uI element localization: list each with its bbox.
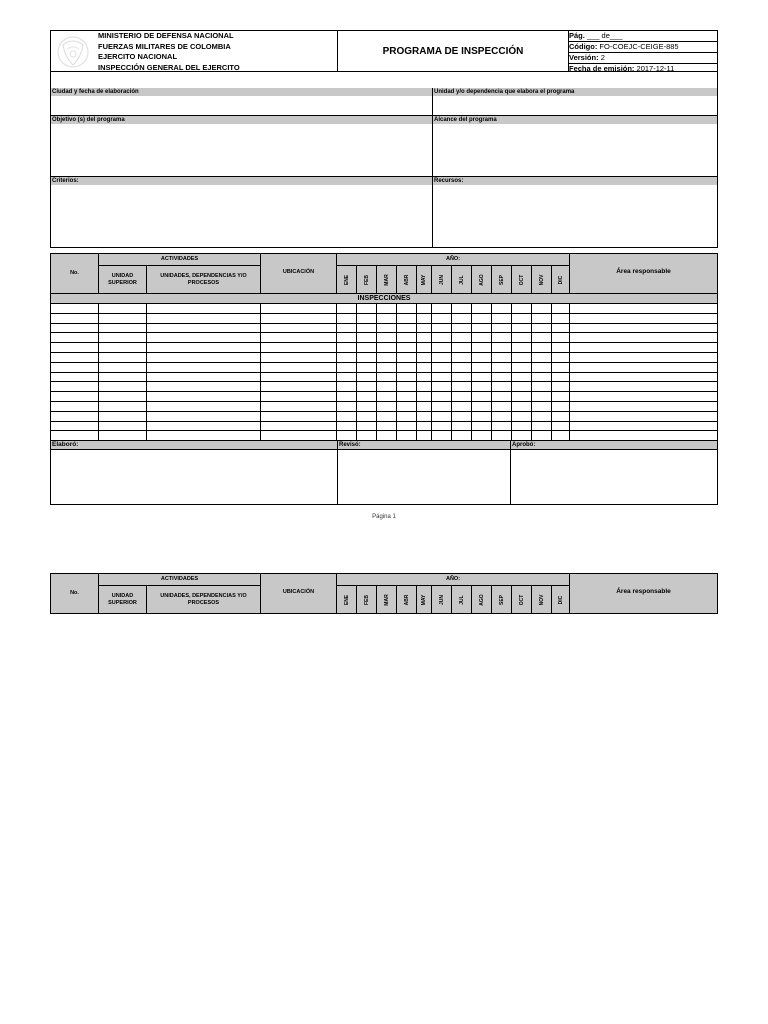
col-header-month-may: [416, 585, 432, 614]
month-label: MAY: [421, 274, 427, 285]
info-section: [50, 71, 718, 248]
col-header-month-oct: [511, 265, 532, 294]
column-divider: [431, 304, 432, 441]
inspection-program-table: [50, 253, 718, 441]
org-line-inspection: INSPECCIÓN GENERAL DEL EJERCITO: [98, 62, 240, 72]
col-header-month-abr: [396, 265, 417, 294]
column-divider: [356, 304, 357, 441]
col-header-month-sep: [491, 585, 512, 614]
col-header-month-feb: [356, 265, 377, 294]
objective-label: Objetivo (s) del programa: [51, 115, 432, 124]
table-row[interactable]: [51, 422, 717, 432]
month-label: SEP: [498, 594, 505, 605]
col-header-month-ago: [471, 585, 492, 614]
month-label: AGO: [478, 273, 485, 286]
inspection-rows: [50, 304, 718, 441]
table-row[interactable]: [51, 412, 717, 422]
col-header-no: No.: [50, 253, 99, 294]
table-row[interactable]: [51, 333, 717, 343]
col-header-month-ago: [471, 265, 492, 294]
col-header-month-oct: [511, 585, 532, 614]
org-line-army: EJERCITO NACIONAL: [98, 52, 178, 61]
inspection-program-table-page2: [50, 573, 718, 614]
month-label: NOV: [538, 274, 545, 285]
col-header-month-jul: [451, 585, 472, 614]
org-line-forces: FUERZAS MILITARES DE COLOMBIA: [98, 41, 231, 51]
column-divider: [260, 304, 261, 441]
col-header-location: UBICACIÓN: [260, 253, 337, 294]
column-divider: [511, 304, 512, 441]
column-divider: [98, 304, 99, 441]
table-row[interactable]: [51, 373, 717, 383]
col-header-no: No.: [50, 573, 99, 614]
code-field: Código: FO-COEJC-CEIGE-885: [569, 42, 717, 53]
resources-field[interactable]: [432, 185, 717, 247]
col-header-month-may: [416, 265, 432, 294]
month-label: ENE: [343, 274, 350, 285]
document-meta: [569, 31, 717, 71]
page-field: Pág. ___ de___: [569, 31, 717, 42]
table-row[interactable]: [51, 363, 717, 373]
section-bar-inspections: INSPECCIONES: [50, 293, 718, 304]
month-label: FEB: [363, 274, 370, 285]
col-header-month-jun: [431, 265, 452, 294]
approved-by-label: Aprobó:: [510, 441, 717, 450]
month-label: OCT: [518, 274, 525, 285]
col-header-location: UBICACIÓN: [260, 573, 337, 614]
col-header-units-processes: UNIDADES, DEPENDENCIAS Y/O PROCESOS: [146, 585, 261, 614]
version-field: Versión: 2: [569, 53, 717, 64]
column-divider: [451, 304, 452, 441]
month-label: FEB: [363, 594, 370, 605]
col-header-month-nov: [531, 585, 552, 614]
col-header-month-dic: [551, 585, 570, 614]
objective-field[interactable]: [51, 124, 432, 176]
col-header-units-processes: UNIDADES, DEPENDENCIAS Y/O PROCESOS: [146, 265, 261, 294]
approved-by-field[interactable]: [510, 450, 717, 504]
col-header-month-ene: [336, 265, 357, 294]
table-row[interactable]: [51, 304, 717, 314]
reviewed-by-label: Revisó:: [337, 441, 510, 450]
month-label: JUN: [438, 594, 445, 605]
org-name-block: [98, 31, 336, 73]
org-line-ministry: MINISTERIO DE DEFENSA NACIONAL: [98, 31, 234, 40]
coat-of-arms-logo: [53, 33, 93, 71]
col-header-responsible-area: Área responsable: [569, 573, 718, 614]
month-label: ABR: [403, 594, 410, 605]
criteria-field[interactable]: [51, 185, 432, 247]
month-label: JUN: [438, 274, 445, 285]
month-label: MAR: [383, 593, 390, 606]
table-row[interactable]: [51, 402, 717, 412]
col-header-month-jun: [431, 585, 452, 614]
table-row[interactable]: [51, 382, 717, 392]
month-label: MAR: [383, 273, 390, 286]
col-header-month-nov: [531, 265, 552, 294]
col-header-month-mar: [376, 265, 397, 294]
table-row[interactable]: [51, 353, 717, 363]
scope-label: Alcance del programa: [432, 115, 717, 124]
col-header-month-ene: [336, 585, 357, 614]
col-header-activities: ACTIVIDADES: [98, 573, 261, 586]
column-divider: [396, 304, 397, 441]
col-header-month-mar: [376, 585, 397, 614]
col-header-month-feb: [356, 585, 377, 614]
city-date-label: Ciudad y fecha de elaboración: [51, 88, 432, 96]
month-label: AGO: [478, 593, 485, 606]
col-header-year: AÑO:: [336, 573, 570, 586]
column-divider: [491, 304, 492, 441]
scope-field[interactable]: [432, 124, 717, 176]
month-label: OCT: [518, 594, 525, 605]
col-header-superior-unit: UNIDAD SUPERIOR: [98, 585, 147, 614]
month-label: ENE: [343, 594, 350, 605]
reviewed-by-field[interactable]: [337, 450, 510, 504]
criteria-label: Criterios:: [51, 176, 432, 185]
month-label: ABR: [403, 274, 410, 285]
col-header-activities: ACTIVIDADES: [98, 253, 261, 266]
month-label: DIC: [557, 595, 564, 604]
month-label: JUL: [458, 594, 465, 605]
col-header-year: AÑO:: [336, 253, 570, 266]
col-header-month-sep: [491, 265, 512, 294]
month-label: MAY: [421, 594, 427, 605]
document-title: PROGRAMA DE INSPECCIÓN: [382, 45, 524, 57]
table-row[interactable]: [51, 343, 717, 353]
column-divider: [376, 304, 377, 441]
table-row[interactable]: [51, 324, 717, 334]
month-label: SEP: [498, 274, 505, 285]
resources-label: Recursos:: [432, 176, 717, 185]
column-divider: [416, 304, 417, 441]
col-header-responsible-area: Área responsable: [569, 253, 718, 294]
column-divider: [146, 304, 147, 441]
month-label: NOV: [538, 594, 545, 605]
unit-label: Unidad y/o dependencia que elabora el programa: [432, 88, 717, 96]
month-label: JUL: [458, 274, 465, 285]
signature-section: [50, 440, 718, 505]
issue-date-field: Fecha de emisión: 2017-12-11: [569, 64, 675, 73]
col-header-month-dic: [551, 265, 570, 294]
col-header-month-jul: [451, 265, 472, 294]
prepared-by-label: Elaboró:: [51, 441, 337, 450]
col-header-superior-unit: UNIDAD SUPERIOR: [98, 265, 147, 294]
column-divider: [336, 304, 337, 441]
document-header: [50, 30, 718, 72]
column-divider: [569, 304, 570, 441]
table-row[interactable]: [51, 392, 717, 402]
prepared-by-field[interactable]: [51, 450, 337, 504]
column-divider: [471, 304, 472, 441]
column-divider: [531, 304, 532, 441]
col-header-month-abr: [396, 585, 417, 614]
table-row[interactable]: [51, 314, 717, 324]
page-number: Página 1: [372, 514, 396, 520]
unit-field[interactable]: [432, 96, 717, 115]
column-divider: [551, 304, 552, 441]
month-label: DIC: [557, 275, 564, 284]
city-date-field[interactable]: [51, 96, 432, 115]
